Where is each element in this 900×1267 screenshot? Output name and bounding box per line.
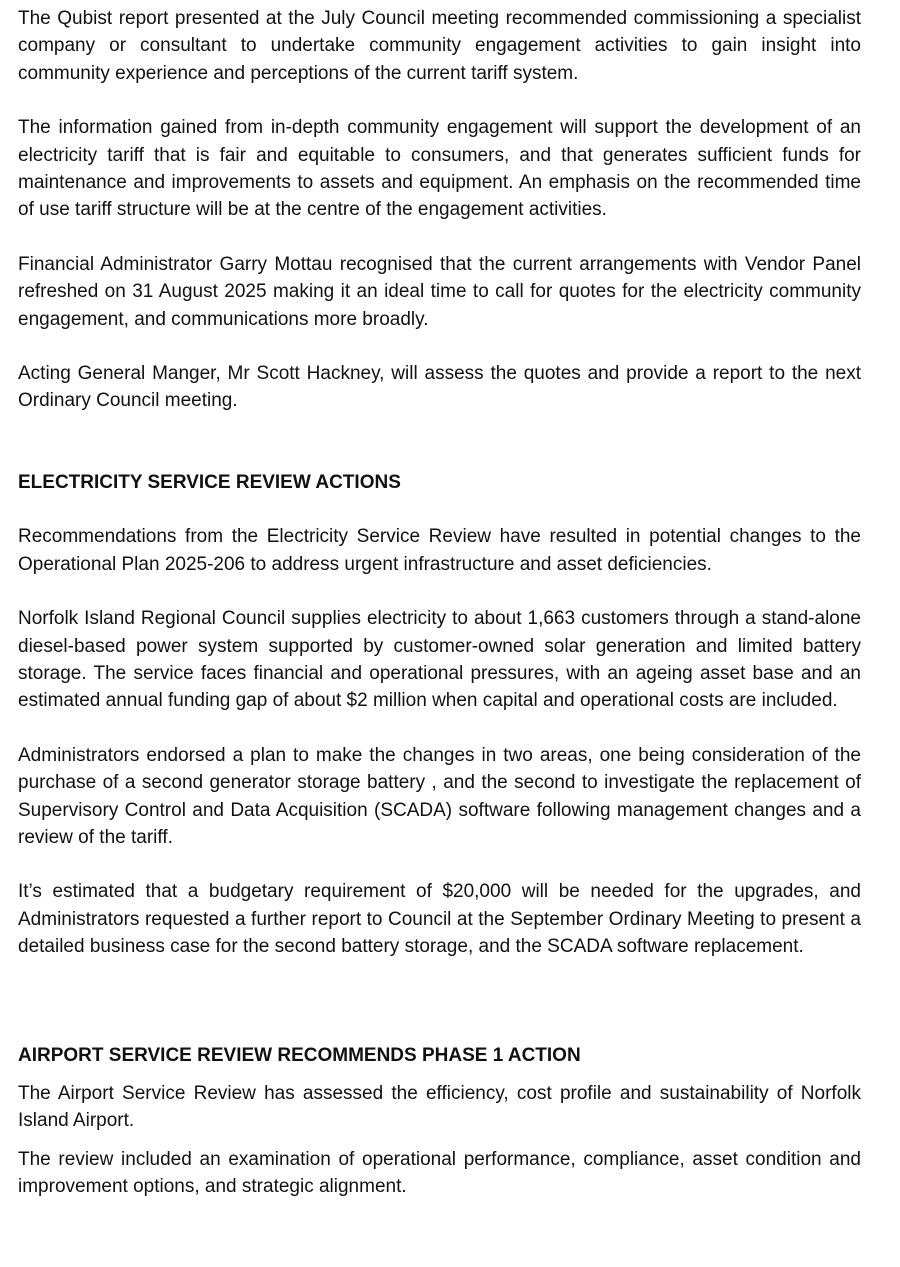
document-page [18, 5, 861, 1201]
intro-paragraph-4: Acting General Manger, Mr Scott Hackney, will assess the quotes and provide a report to the next Ordinary Council meeting. [18, 363, 861, 412]
electricity-paragraph-4: It’s estimated that a budgetary requirement of $20,000 will be needed for the upgrades, and Administrators requested a further report to Council at the September Ordinary Meeting to present a detailed business case for the second battery storage, and the SCADA software replacement. [18, 881, 861, 958]
intro-paragraph-3: Financial Administrator Garry Mottau recognised that the current arrangements with Vendor Panel refreshed on 31 August 2025 making it an ideal time to call for quotes for the electricity community engagement, and communications more broadly. [18, 253, 861, 330]
electricity-paragraph-3: Administrators endorsed a plan to make the changes in two areas, one being consideration of the purchase of a second generator storage battery , and the second to investigate the replacement of Supervisory Control and Data Acquisition (SCADA) software following management changes and a review of the tariff. [18, 744, 861, 848]
intro-paragraph-2: The information gained from in-depth community engagement will support the development of an electricity tariff that is fair and equitable to consumers, and that generates sufficient funds for maintenance and improvements to assets and equipment. An emphasis on the recommended time of use tariff structure will be at the centre of the engagement activities. [18, 117, 861, 221]
intro-paragraph-1: The Qubist report presented at the July Council meeting recommended commissioning a specialist company or consultant to undertake community engagement activities to gain insight into community experience and perceptions of the current tariff system. [18, 8, 861, 84]
airport-paragraph-2: The review included an examination of operational performance, compliance, asset condition and improvement options, and strategic alignment. [18, 1148, 861, 1198]
electricity-paragraph-2: Norfolk Island Regional Council supplies electricity to about 1,663 customers through a stand-alone diesel-based power system supported by customer-owned solar generation and limited battery storage. The service faces financial and operational pressures, with an ageing asset base and an estimated annual funding gap of about $2 million when capital and operational costs are included. [18, 608, 861, 712]
airport-section-heading: AIRPORT SERVICE REVIEW RECOMMENDS PHASE 1 ACTION [18, 1044, 581, 1066]
electricity-section-heading: ELECTRICITY SERVICE REVIEW ACTIONS [18, 471, 401, 493]
airport-paragraph-1: The Airport Service Review has assessed the efficiency, cost profile and sustainability of Norfolk Island Airport. [18, 1082, 861, 1132]
electricity-paragraph-1: Recommendations from the Electricity Service Review have resulted in potential changes to the Operational Plan 2025-206 to address urgent infrastructure and asset deficiencies. [18, 526, 861, 575]
